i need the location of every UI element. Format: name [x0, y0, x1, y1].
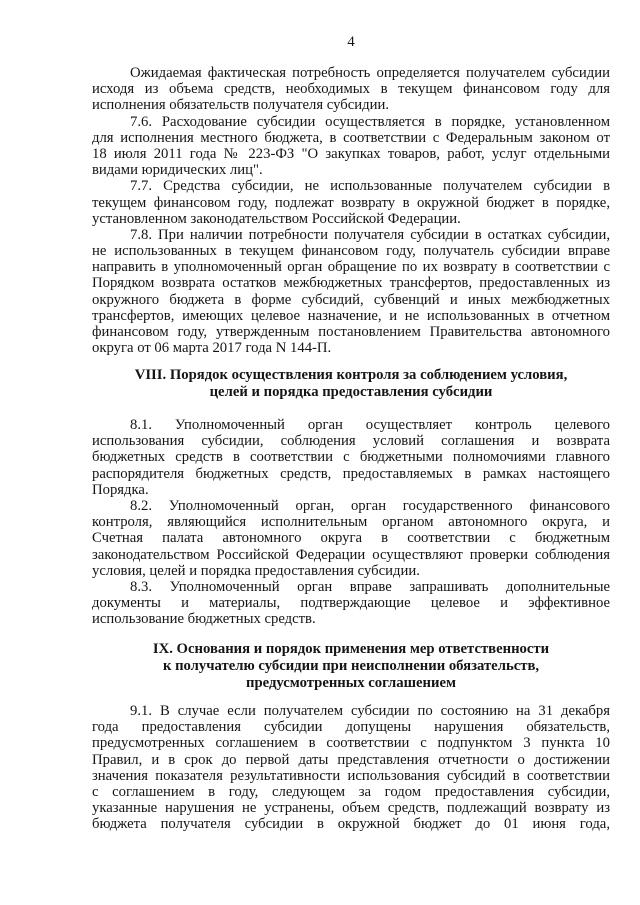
heading-line: к получателю субсидии при неисполнении обязательств, — [162, 657, 540, 674]
text-line: трансфертов, имеющих целевое назначение, и не использованных в отчетном — [92, 307, 610, 324]
text-line: направить в уполномоченный орган обращение по их возврату в соответствии с — [92, 259, 610, 276]
text-line: 7.8. При наличии потребности получателя субсидии в остатках субсидии, — [130, 226, 610, 243]
text-line: Порядка. — [92, 481, 149, 498]
heading-line: целей и порядка предоставления субсидии — [209, 383, 493, 400]
heading-line: IX. Основания и порядок применения мер ответственности — [152, 641, 550, 657]
section-viii-body — [92, 417, 610, 627]
text-line: года предоставления субсидии допущены нарушения обязательств, — [92, 719, 610, 736]
text-line: исходя из объема средств, необходимых в текущем финансовом году для — [92, 81, 610, 98]
text-line: предусмотренных соглашением в соответствии с подпунктом 3 пункта 10 — [92, 735, 610, 752]
section-ix-body — [92, 703, 610, 833]
text-line: 7.7. Средства субсидии, не использованные получателем субсидии в — [130, 178, 610, 195]
text-line: текущем финансовом году, подлежат возврату в окружной бюджет в порядке, — [92, 194, 610, 211]
heading-line: предусмотренных соглашением — [246, 674, 456, 691]
paragraph-9-1 — [92, 703, 610, 833]
text-line: для исполнения местного бюджета, в соответствии с Федеральным законом от — [92, 129, 610, 146]
text-line: 7.6. Расходование субсидии осуществляется в порядке, установленном — [130, 113, 610, 130]
text-line: Порядком возврата остатков межбюджетных трансфертов, предоставленных из — [92, 275, 610, 292]
paragraph-8-1 — [92, 417, 610, 498]
text-line: контроля, являющийся исполнительным органом автономного округа, и — [92, 514, 610, 531]
text-line: бюджета получателя субсидии в окружной бюджет до 01 июня года, — [92, 816, 610, 833]
text-line: финансовом году, утвержденным постановлением Правительства автономного — [92, 324, 610, 340]
text-line: окружного бюджета в форме субсидий, субвенций и иных межбюджетных — [92, 291, 610, 308]
section-vii-continuation — [92, 65, 610, 356]
text-line: распорядителя бюджетных средств, предоставляемых в рамках настоящего — [92, 465, 610, 482]
text-line: Счетная палата автономного округа в соответствии с бюджетным — [92, 530, 610, 547]
text-line: условия, целей и порядка предоставления субсидии. — [92, 562, 420, 579]
text-line: исполнения обязательств получателя субсидии. — [92, 97, 389, 114]
text-line: значения показателя результативности использования субсидий в соответствии — [92, 767, 610, 784]
text-line: не использованных в текущем финансовом году, получатель субсидии вправе — [92, 243, 610, 260]
paragraph-7-8 — [92, 227, 610, 357]
page-number: 4 — [347, 34, 355, 50]
text-line: законодательством Российской Федерации осуществляют проверки соблюдения — [92, 546, 610, 563]
text-line: видами юридических лиц". — [92, 162, 263, 179]
text-line: Ожидаемая фактическая потребность определяется получателем субсидии — [130, 65, 610, 81]
paragraph-expected-need — [92, 65, 610, 114]
text-line: 8.1. Уполномоченный орган осуществляет контроль целевого — [130, 417, 610, 433]
text-line: 9.1. В случае если получателем субсидии по состоянию на 31 декабря — [130, 703, 610, 719]
text-line: 18 июля 2011 года № 223-ФЗ "О закупках товаров, работ, услуг отдельными — [92, 145, 610, 162]
paragraph-7-7 — [92, 178, 610, 227]
text-line: с соглашением в году, следующем за годом предоставления субсидии, — [92, 783, 610, 800]
text-line: установленном законодательством Российской Федерации. — [92, 210, 461, 227]
text-line: документы и материалы, подтверждающие целевое и эффективное — [92, 595, 610, 612]
heading-line: VIII. Порядок осуществления контроля за соблюдением условия, — [134, 367, 568, 383]
text-line: бюджетных средств в соответствии с бюджетными полномочиями главного — [92, 449, 610, 466]
text-line: 8.3. Уполномоченный орган вправе запрашивать дополнительные — [130, 578, 610, 595]
text-line: 8.2. Уполномоченный орган, орган государственного финансового — [130, 497, 610, 514]
text-line: использования субсидии, соблюдения условий соглашения и возврата — [92, 433, 610, 450]
section-heading-viii — [92, 367, 610, 401]
paragraph-8-2 — [92, 498, 610, 579]
paragraph-7-6 — [92, 114, 610, 179]
text-line: Правил, и в срок до первой даты представления отчетности о достижении — [92, 751, 610, 768]
paragraph-8-3 — [92, 579, 610, 628]
text-line: использование бюджетных средств. — [92, 611, 316, 628]
text-line: округа от 06 марта 2017 года N 144-П. — [92, 340, 332, 357]
section-heading-ix — [92, 641, 610, 691]
text-line: указанные нарушения не устранены, объем средств, подлежащий возврату из — [92, 800, 610, 817]
